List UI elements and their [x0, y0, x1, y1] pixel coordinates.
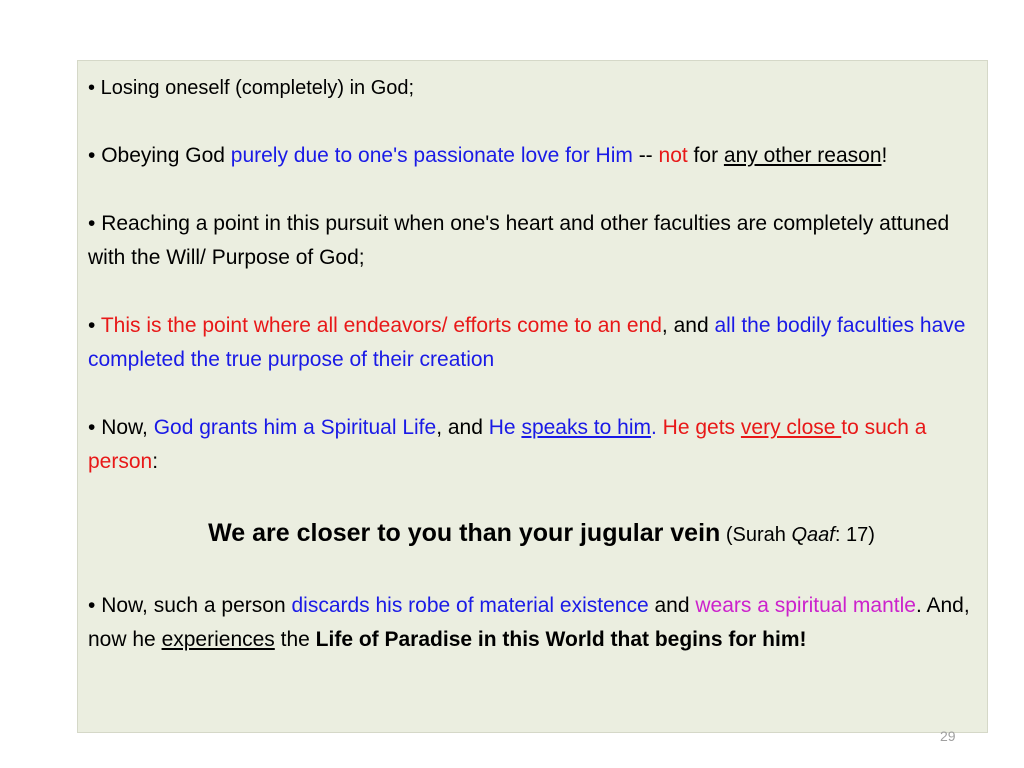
text-blue-faculties: all the bodily faculties have completed the true purpose of their creation [88, 314, 966, 371]
text-plain: the [274, 628, 316, 651]
bullet-endeavors-end [88, 309, 975, 377]
quote-ref: (Surah [720, 524, 792, 546]
text-underlined-experiences: experiences [161, 628, 275, 651]
text-plain: and [648, 594, 696, 617]
text-blue-robe: discards his robe of material existence [291, 594, 649, 617]
bullet-spiritual-mantle [88, 589, 975, 657]
text-plain: Obeying God [95, 144, 231, 167]
bullet-spiritual-life [88, 411, 975, 479]
text-magenta-mantle: wears a spiritual mantle [695, 594, 916, 617]
text-plain: , and [436, 416, 489, 439]
text-red-endeavors: This is the point where all endeavors/ efforts come to an end [100, 314, 662, 337]
content-box [77, 60, 988, 733]
text-red-person: to such a person [88, 416, 927, 473]
text-blue-speaks: speaks to him [521, 416, 651, 439]
quote-ref-surah: Qaaf [791, 524, 835, 546]
text-blue-grants: God grants him a Spiritual Life [153, 416, 437, 439]
bullet-marker: • [88, 314, 96, 337]
bullet-marker: • [88, 416, 96, 439]
bullet-text: Reaching a point in this pursuit when one's heart and other faculties are completely attuned with the Will/ Purpose of God; [88, 212, 950, 269]
text-plain: : [152, 450, 159, 473]
bullet-marker: • [88, 77, 96, 99]
text-bold-paradise: Life of Paradise in this World that begins for him! [315, 628, 807, 651]
text-plain: -- [632, 144, 659, 167]
bullet-reaching-point [88, 207, 975, 275]
quote-text: We are closer to you than your jugular vein [208, 519, 721, 547]
bullet-text: Losing oneself (completely) in God; [95, 77, 415, 99]
bullet-obeying-god [88, 139, 975, 173]
bullet-marker: • [88, 594, 96, 617]
quote-ref-verse: : 17) [834, 524, 875, 546]
text-underlined-reason: any other reason [723, 144, 882, 167]
bullet-losing-oneself [88, 71, 975, 105]
bullet-marker: • [88, 144, 96, 167]
text-blue-period: . [651, 416, 657, 439]
text-plain: ! [881, 144, 888, 167]
text-plain: Now, [95, 416, 154, 439]
page-number: 29 [940, 728, 956, 744]
text-plain: . And, now he [88, 594, 970, 651]
text-blue-he: He [488, 416, 522, 439]
text-plain: for [687, 144, 724, 167]
quran-quote [88, 513, 975, 555]
text-blue-love: purely due to one's passionate love for Him [230, 144, 633, 167]
text-plain: , and [661, 314, 715, 337]
text-plain: Now, such a person [95, 594, 292, 617]
text-red-gets: He gets [656, 416, 741, 439]
bullet-marker: • [88, 212, 96, 235]
text-red-very-close: very close [740, 416, 842, 439]
text-red-not: not [658, 144, 688, 167]
